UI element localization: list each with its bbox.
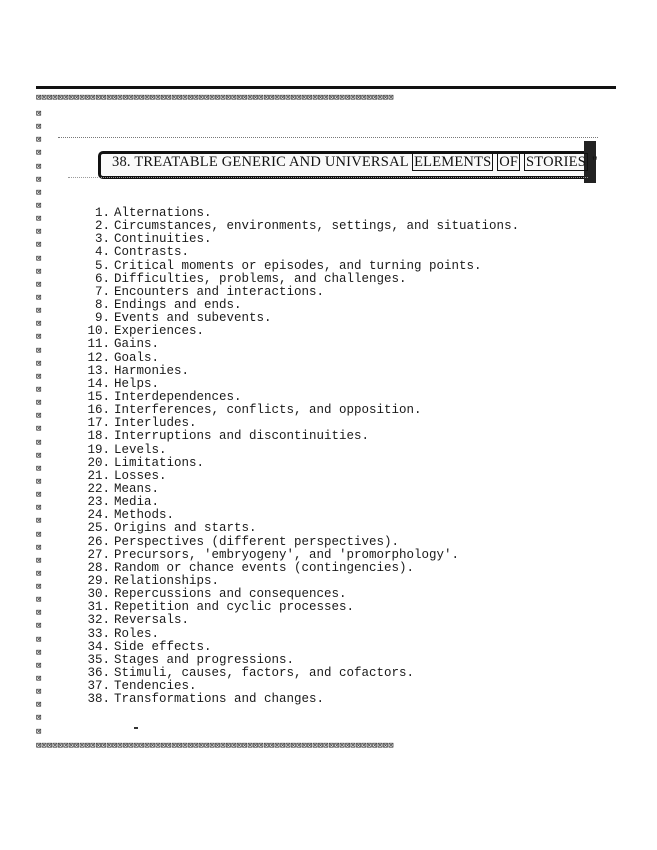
item-number: 8. [94, 297, 110, 312]
item-number: 16. [87, 403, 110, 418]
item-text: Endings and ends. [114, 297, 242, 312]
section-title [112, 154, 598, 172]
section-number: 38. [112, 154, 131, 170]
item-number: 30. [87, 587, 110, 602]
item-text: Repercussions and consequences. [114, 587, 347, 602]
section-title-main: TREATABLE GENERIC AND UNIVERSAL [134, 154, 409, 170]
item-number: 7. [94, 284, 110, 299]
item-number: 9. [94, 311, 110, 326]
item-text: Gains. [114, 337, 160, 352]
item-number: 2. [94, 219, 110, 234]
item-number: 33. [87, 626, 110, 641]
item-text: Interruptions and discontinuities. [114, 429, 370, 444]
item-text: Transformations and changes. [114, 692, 325, 707]
item-number: 4. [94, 245, 110, 260]
item-number: 15. [87, 389, 110, 404]
bottom-border-pattern: ⊠⊠⊠⊠⊠⊠⊠⊠⊠⊠⊠⊠⊠⊠⊠⊠⊠⊠⊠⊠⊠⊠⊠⊠⊠⊠⊠⊠⊠⊠⊠⊠⊠⊠⊠⊠⊠⊠⊠⊠⊠⊠⊠⊠⊠⊠⊠⊠⊠⊠⊠⊠⊠⊠⊠⊠⊠⊠⊠⊠⊠⊠⊠⊠⊠⊠ [36, 741, 394, 751]
item-text: Experiences. [114, 324, 205, 339]
item-text: Limitations. [114, 455, 205, 470]
item-text: Critical moments or episodes, and turning points. [114, 258, 482, 273]
item-number: 29. [87, 573, 110, 588]
item-number: 25. [87, 521, 110, 536]
top-rule [36, 86, 616, 89]
item-text: Tendencies. [114, 679, 197, 694]
left-border-pattern: ⊠ ⊠ ⊠ ⊠ ⊠ ⊠ ⊠ ⊠ ⊠ ⊠ ⊠ ⊠ ⊠ ⊠ ⊠ ⊠ ⊠ ⊠ ⊠ ⊠ ⊠ ⊠ ⊠ ⊠ ⊠ ⊠ ⊠ ⊠ ⊠ ⊠ ⊠ ⊠ ⊠ ⊠ ⊠ ⊠ ⊠ ⊠ ⊠ ⊠ ⊠ ⊠ ⊠ ⊠ ⊠ ⊠ ⊠ ⊠ [36, 109, 42, 737]
item-text: Encounters and interactions. [114, 284, 325, 299]
item-text: Random or chance events (contingencies). [114, 560, 415, 575]
item-text: Interferences, conflicts, and opposition. [114, 403, 422, 418]
item-text: Continuities. [114, 232, 212, 247]
item-text: Levels. [114, 442, 167, 457]
item-text: Helps. [114, 376, 160, 391]
item-number: 18. [87, 429, 110, 444]
banner-top-noise [58, 137, 598, 142]
item-text: Methods. [114, 508, 175, 523]
item-text: Stages and progressions. [114, 652, 295, 667]
item-number: 23. [87, 495, 110, 510]
item-text: Repetition and cyclic processes. [114, 600, 355, 615]
item-number: 13. [87, 363, 110, 378]
elements-list [80, 207, 519, 706]
item-text: Events and subevents. [114, 311, 272, 326]
item-text: Alternations. [114, 206, 212, 220]
item-number: 1. [94, 206, 110, 220]
item-number: 6. [94, 271, 110, 286]
item-number: 10. [87, 324, 110, 339]
item-number: 34. [87, 639, 110, 654]
top-border-pattern: ⊠⊠⊠⊠⊠⊠⊠⊠⊠⊠⊠⊠⊠⊠⊠⊠⊠⊠⊠⊠⊠⊠⊠⊠⊠⊠⊠⊠⊠⊠⊠⊠⊠⊠⊠⊠⊠⊠⊠⊠⊠⊠⊠⊠⊠⊠⊠⊠⊠⊠⊠⊠⊠⊠⊠⊠⊠⊠⊠⊠⊠⊠⊠⊠⊠⊠ [36, 93, 394, 103]
list-item [80, 693, 519, 706]
item-number: 37. [87, 679, 110, 694]
section-title-of: OF [499, 154, 519, 170]
item-text: Losses. [114, 468, 167, 483]
item-text: Perspectives (different perspectives). [114, 534, 400, 549]
item-number: 19. [87, 442, 110, 457]
item-number: 26. [87, 534, 110, 549]
item-number: 28. [87, 560, 110, 575]
item-number: 24. [87, 508, 110, 523]
item-text: Interludes. [114, 416, 197, 431]
item-text: Origins and starts. [114, 521, 257, 536]
item-text: Means. [114, 481, 160, 496]
item-number: 3. [94, 232, 110, 247]
item-number: 12. [87, 350, 110, 365]
section-title-stories: STORIES [526, 154, 586, 170]
item-number: 17. [87, 416, 110, 431]
item-text: Goals. [114, 350, 160, 365]
item-text: Stimuli, causes, factors, and cofactors. [114, 665, 415, 680]
item-text: Precursors, 'embryogeny', and 'promorphology'. [114, 547, 460, 562]
item-number: 11. [87, 337, 110, 352]
section-title-elements: ELEMENTS [414, 154, 492, 170]
item-text: Media. [114, 495, 160, 510]
item-number: 32. [87, 613, 110, 628]
section-title-mark: " [591, 154, 598, 170]
item-text: Roles. [114, 626, 160, 641]
item-number: 14. [87, 376, 110, 391]
item-number: 38. [87, 692, 110, 707]
item-text: Relationships. [114, 573, 220, 588]
item-number: 31. [87, 600, 110, 615]
item-number: 22. [87, 481, 110, 496]
item-text: Harmonies. [114, 363, 190, 378]
item-number: 36. [87, 665, 110, 680]
section-banner [98, 143, 596, 183]
item-number: 35. [87, 652, 110, 667]
item-text: Difficulties, problems, and challenges. [114, 271, 407, 286]
stray-mark [134, 727, 138, 729]
item-number: 5. [94, 258, 110, 273]
banner-bottom-noise [68, 177, 588, 181]
item-text: Contrasts. [114, 245, 190, 260]
item-number: 21. [87, 468, 110, 483]
item-text: Side effects. [114, 639, 212, 654]
item-number: 27. [87, 547, 110, 562]
item-text: Circumstances, environments, settings, and situations. [114, 219, 520, 234]
item-text: Reversals. [114, 613, 190, 628]
item-number: 20. [87, 455, 110, 470]
item-text: Interdependences. [114, 389, 242, 404]
